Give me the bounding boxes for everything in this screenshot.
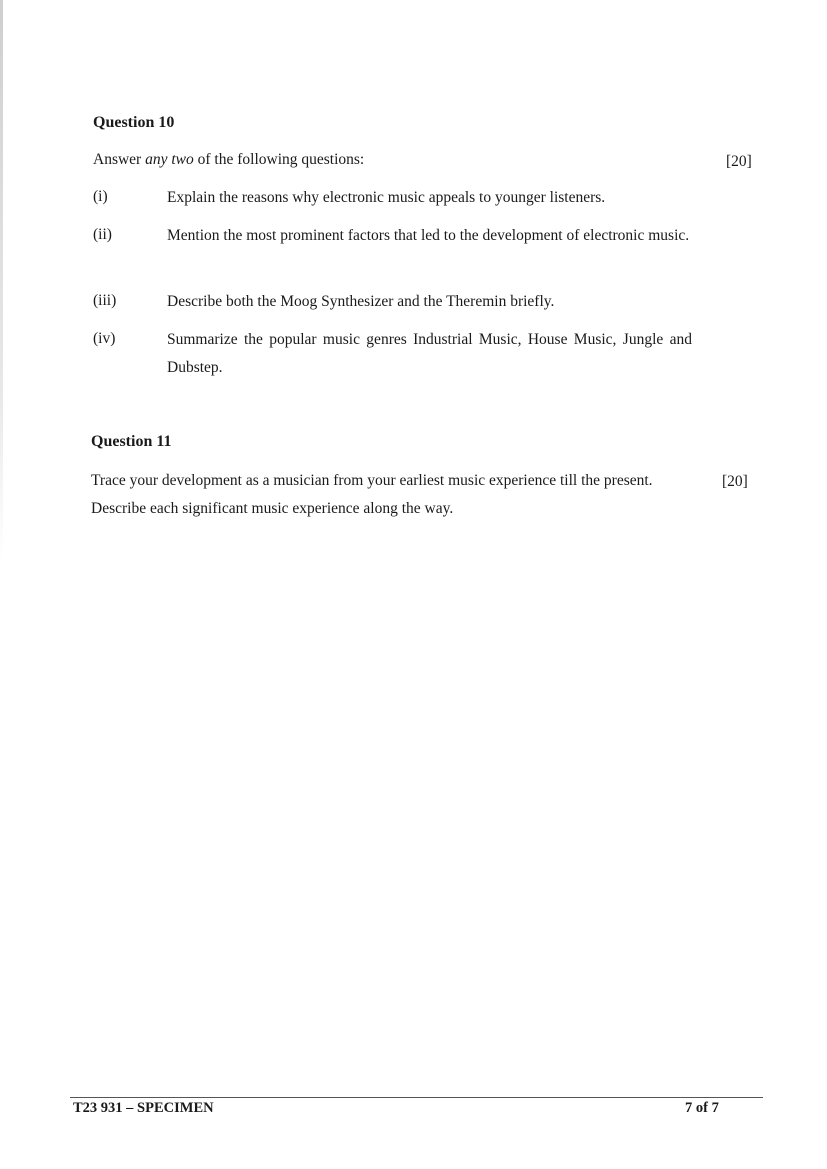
- question-10-marks: [20]: [726, 153, 752, 170]
- item-text: Explain the reasons why electronic music appeals to younger listeners.: [167, 189, 606, 206]
- item-text: Describe both the Moog Synthesizer and the Theremin briefly.: [167, 293, 555, 310]
- item-text: Summarize the popular music genres Industrial Music, House Music, Jungle and Dubstep.: [167, 331, 692, 376]
- instruction-text-after: of the following questions:: [193, 151, 365, 168]
- question-11-text-line-1: Trace your development as a musician from your earliest music experience till the present.: [91, 472, 653, 489]
- item-number: (iv): [93, 330, 116, 347]
- footer-paper-code: T23 931 – SPECIMEN: [73, 1100, 214, 1116]
- question-10-instruction: [93, 151, 364, 169]
- item-number: (i): [93, 188, 108, 205]
- question-11-heading: Question 11: [91, 433, 172, 450]
- item-number: (ii): [93, 226, 112, 243]
- item-text: Mention the most prominent factors that led to the development of electronic music.: [167, 227, 690, 244]
- instruction-emphasis: any two: [145, 151, 194, 168]
- question-11-marks: [20]: [722, 473, 748, 490]
- instruction-text-before: Answer: [93, 151, 146, 168]
- footer-page-number: 7 of 7: [685, 1100, 719, 1116]
- question-11-text-line-2: Describe each significant music experience along the way.: [91, 500, 454, 517]
- question-10-heading: Question 10: [93, 114, 175, 131]
- item-number: (iii): [93, 292, 117, 309]
- scan-edge-shadow: [0, 0, 3, 560]
- footer-rule: [70, 1097, 763, 1098]
